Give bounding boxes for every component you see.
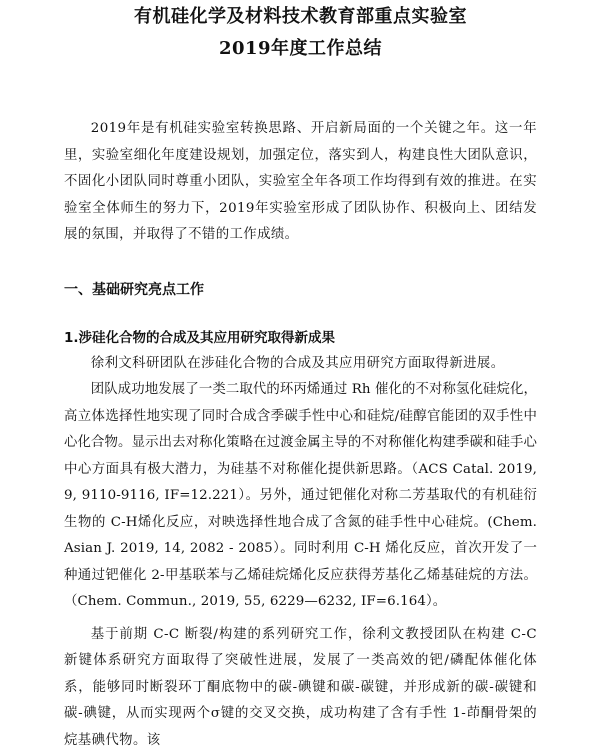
document-title: 有机硅化学及材料技术教育部重点实验室 — [64, 0, 537, 32]
body-paragraph-3: 基于前期 C-C 断裂/构建的系列研究工作，徐利文教授团队在构建 C-C 新键体系研究方面取得了突破性进展，发展了一类高效的钯/磷配体催化体系，能够同时断裂环丁酮底物中的碳-碘键和碳-碳键，并形成新的碳-碳键和碳-碘键，从而实现两个σ键的交叉交换，成功构建了含有手性 1-茚酮骨架的烷基碘代物。该 — [64, 622, 537, 754]
subsection-heading: 1.涉硅化合物的合成及其应用研究取得新成果 — [64, 325, 537, 351]
body-paragraph-2: 团队成功地发展了一类二取代的环丙烯通过 Rh 催化的不对称氢化硅烷化，高立体选择性地实现了同时合成含季碳手性中心和硅烷/硅醇官能团的双手性中心化合物。显示出去对称化策略在过渡金属主导的不对称催化构建季碳和硅手心中心方面具有极大潜力，为硅基不对称催化提供新思路。（ACS Catal. 2019, 9, 9110-9116, IF=12.221）。另外，通过钯催化对称二芳基取代的有机硅衍生物的 C-H烯化反应，对映选择性地合成了含氮的硅手性中心硅烷。(Chem. Asian J. 2019, 14, 2082 - 2085）。同时利用 C-H 烯化反应，首次开发了一种通过钯催化 2-甲基联苯与乙烯硅烷烯化反应获得芳基化乙烯基硅烷的方法。（Chem. Commun., 2019, 55, 6229—6232, IF=6.164）。 — [64, 377, 537, 616]
intro-paragraph: 2019年是有机硅实验室转换思路、开启新局面的一个关键之年。这一年里，实验室细化年度建设规划，加强定位，落实到人，构建良性大团队意识，不固化小团队同时尊重小团队，实验室全年各项工作均得到有效的推进。在实验室全体师生的努力下，2019年实验室形成了团队协作、积极向上、团结发展的氛围，并取得了不错的工作成绩。 — [64, 116, 537, 249]
section-heading: 一、基础研究亮点工作 — [64, 277, 537, 303]
body-paragraph-1: 徐利文科研团队在涉硅化合物的合成及其应用研究方面取得新进展。 — [64, 351, 537, 378]
document-subtitle: 2019年度工作总结 — [64, 32, 537, 64]
